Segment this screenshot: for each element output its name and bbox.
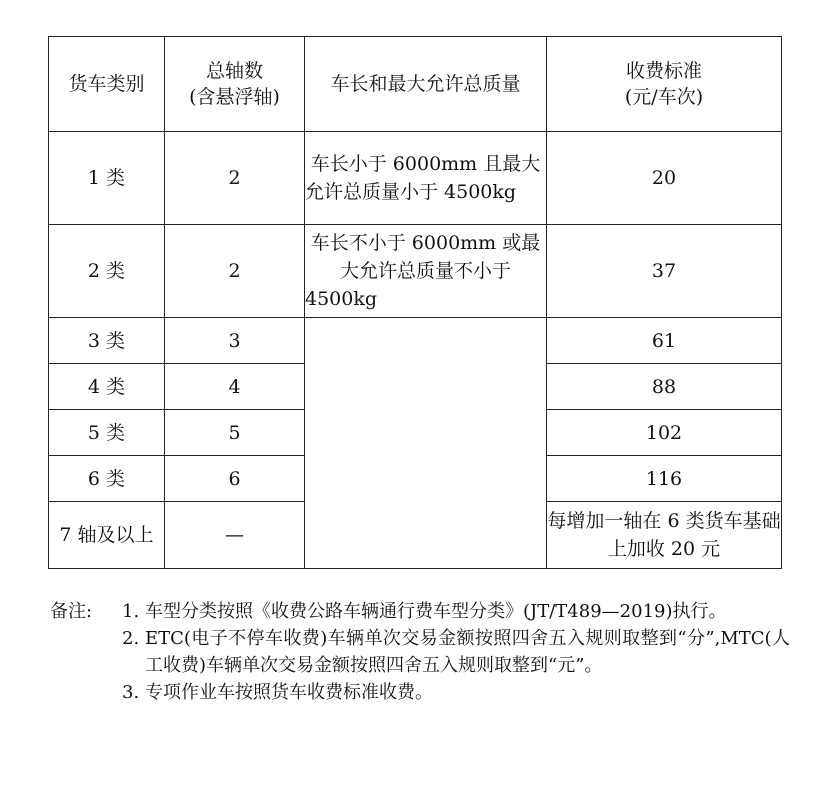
header-fee [547,37,782,132]
header-axles-line-1: 总轴数 [205,60,263,82]
header-fee-line-2: (元/车次) [624,86,704,108]
category-cell: 3 类 [49,318,165,364]
axles-cell: 2 [165,225,305,318]
remark-number: 1. [122,601,140,622]
fee-cell: 102 [547,410,782,456]
condition-cell: 车长小于 6000mm 且最大允许总质量小于 4500kg [305,132,547,225]
table-row [49,225,782,318]
header-category [49,37,165,132]
remark-item [50,679,790,706]
fee-cell: 61 [547,318,782,364]
remark-number: 3. [122,682,140,703]
header-length-weight [305,37,547,132]
remarks-label: 备注: [50,601,93,622]
category-cell: 7 轴及以上 [49,502,165,569]
axles-cell: — [165,502,305,569]
header-length-weight-line: 车长和最大允许总质量 [330,73,521,95]
table-header-row [49,37,782,132]
fee-standard-table [48,36,782,569]
condition-cell: 车长不小于 6000mm 或最大允许总质量不小于 4500kg [305,225,547,318]
category-cell: 2 类 [49,225,165,318]
table-row [49,318,782,364]
axles-cell: 6 [165,456,305,502]
category-cell: 4 类 [49,364,165,410]
category-cell: 1 类 [49,132,165,225]
condition-cell-merged-empty [305,318,547,569]
fee-cell: 116 [547,456,782,502]
axles-cell: 2 [165,132,305,225]
remarks-section [50,598,790,706]
axles-cell: 5 [165,410,305,456]
fee-cell: 37 [547,225,782,318]
remark-item [50,625,790,679]
remark-text: 车型分类按照《收费公路车辆通行费车型分类》(JT/T489—2019)执行。 [145,601,727,622]
fee-cell: 20 [547,132,782,225]
fee-cell: 88 [547,364,782,410]
header-axles [165,37,305,132]
header-fee-line-1: 收费标准 [625,60,702,82]
header-axles-line-2: (含悬浮轴) [189,86,280,108]
axles-cell: 4 [165,364,305,410]
remark-number: 2. [122,628,140,649]
header-category-line: 货车类别 [68,73,145,95]
table-row [49,132,782,225]
fee-cell: 每增加一轴在 6 类货车基础上加收 20 元 [547,502,782,569]
category-cell: 5 类 [49,410,165,456]
category-cell: 6 类 [49,456,165,502]
remark-text: 专项作业车按照货车收费标准收费。 [145,682,433,703]
remark-item [50,598,790,625]
axles-cell: 3 [165,318,305,364]
remark-text: ETC(电子不停车收费)车辆单次交易金额按照四舍五入规则取整到“分”,MTC(人工收费)车辆单次交易金额按照四舍五入规则取整到“元”。 [145,628,790,676]
